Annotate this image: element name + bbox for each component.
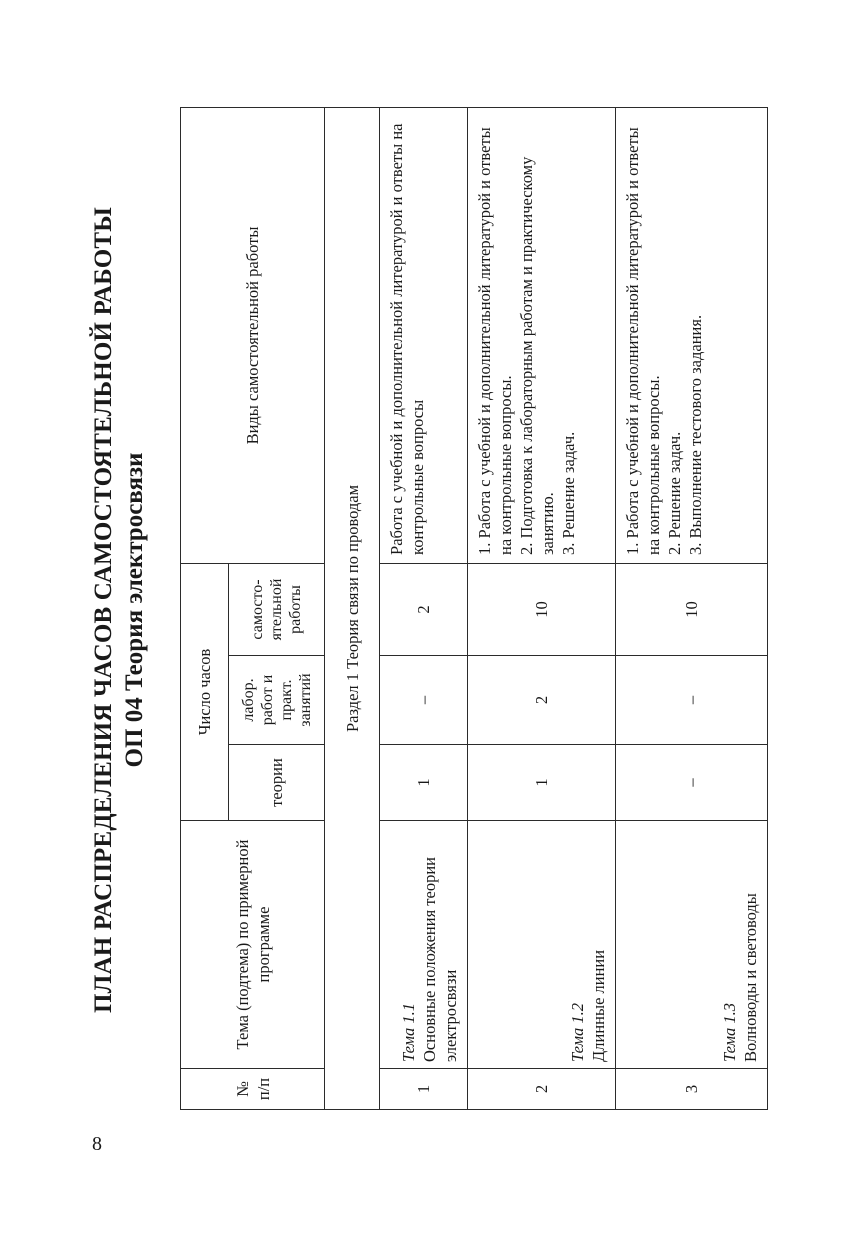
header-theory: теории — [229, 745, 325, 821]
page-subtitle: ОП 04 Теория электросвязи — [121, 452, 148, 768]
title-block — [88, 110, 150, 1110]
header-work-types: Виды самостоятельной работы — [181, 107, 325, 563]
table-row — [380, 107, 468, 1109]
section-row — [325, 107, 380, 1109]
topic-cell — [468, 821, 616, 1069]
page-title: ПЛАН РАСПРЕДЕЛЕНИЯ ЧАСОВ САМОСТОЯТЕЛЬНОЙ РАБОТЫ — [90, 207, 117, 1013]
table-row — [468, 107, 616, 1109]
row-number: 1 — [380, 1069, 468, 1110]
topic-name: Основные положения теории электросвязи — [420, 857, 460, 1062]
work-item: 3. Решение задач. — [559, 431, 578, 555]
section-title: Раздел 1 Теория связи по проводам — [325, 107, 380, 1109]
topic-code: Тема 1.1 — [399, 1002, 418, 1062]
page-number: 8 — [92, 1133, 102, 1155]
work-types-cell — [616, 107, 768, 563]
rotated-page-content — [88, 100, 778, 1110]
header-number: № п/п — [181, 1069, 325, 1110]
table-row — [616, 107, 768, 1109]
topic-name: Длинные линии — [589, 949, 608, 1062]
row-number: 3 — [616, 1069, 768, 1110]
work-item: 2. Решение задач. — [665, 431, 684, 555]
work-item: Работа с учебной и дополнительной литературой и ответы на контрольные вопросы — [387, 123, 427, 555]
topic-code: Тема 1.2 — [568, 1002, 587, 1062]
self-hours: 10 — [468, 563, 616, 655]
header-self: самосто-ятельной работы — [229, 563, 325, 655]
topic-name: Волноводы и световоды — [741, 893, 760, 1062]
hours-plan-table — [180, 107, 768, 1110]
lab-hours: – — [616, 656, 768, 745]
self-hours: 2 — [380, 563, 468, 655]
theory-hours: – — [616, 745, 768, 821]
theory-hours: 1 — [468, 745, 616, 821]
header-row-top — [181, 107, 229, 1109]
work-item: 2. Подготовка к лабораторным работам и практическому занятию. — [517, 156, 557, 555]
work-item: 1. Работа с учебной и дополнительной литературой и ответы на контрольные вопросы. — [623, 127, 663, 555]
work-item: 3. Выполнение тестового задания. — [686, 314, 705, 555]
lab-hours: – — [380, 656, 468, 745]
theory-hours: 1 — [380, 745, 468, 821]
row-number: 2 — [468, 1069, 616, 1110]
topic-cell — [380, 821, 468, 1069]
header-lab: лабор. работ и практ. занятий — [229, 656, 325, 745]
work-types-cell — [468, 107, 616, 563]
topic-code: Тема 1.3 — [720, 1002, 739, 1062]
topic-cell — [616, 821, 768, 1069]
header-topic: Тема (подтема) по примерной программе — [181, 821, 325, 1069]
work-item: 1. Работа с учебной и дополнительной литературой и ответы на контрольные вопросы. — [475, 127, 515, 555]
lab-hours: 2 — [468, 656, 616, 745]
header-hours: Число часов — [181, 563, 229, 820]
work-types-cell — [380, 107, 468, 563]
self-hours: 10 — [616, 563, 768, 655]
